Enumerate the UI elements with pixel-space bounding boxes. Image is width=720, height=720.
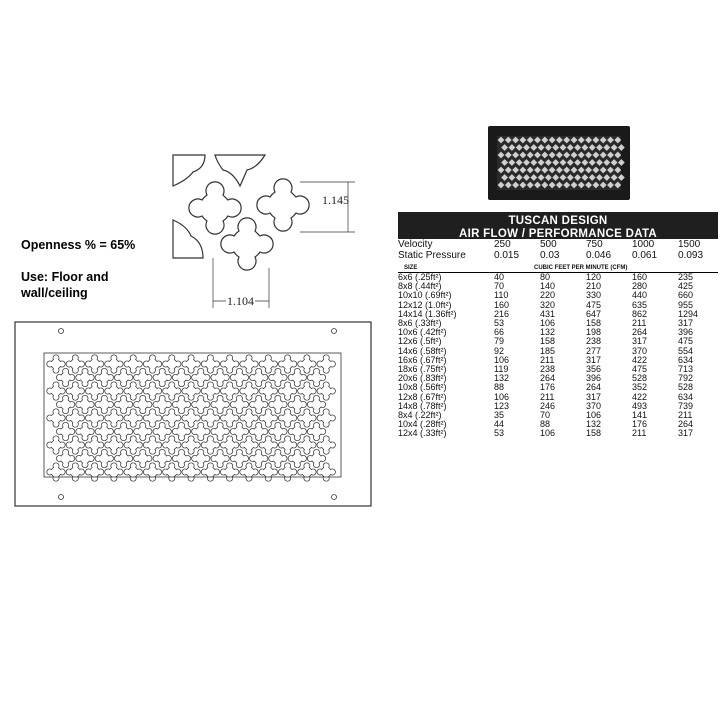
- cfm-cell: 431: [540, 308, 556, 319]
- cfm-cell: 70: [494, 281, 505, 292]
- cfm-cell: 370: [632, 345, 648, 356]
- grille-drawing: [14, 321, 372, 507]
- openness-label: Openness % = 65%: [21, 238, 136, 252]
- cfm-cell: 140: [540, 281, 556, 292]
- cfm-cell: 176: [632, 419, 648, 430]
- cfm-cell: 792: [678, 373, 694, 384]
- cfm-cell: 660: [678, 290, 694, 301]
- size-cell: 14x14 (1.36ft²): [398, 308, 457, 319]
- cfm-cell: 198: [586, 327, 602, 338]
- size-cell: 12x8 (.67ft²): [398, 391, 447, 402]
- size-cell: 10x10 (.69ft²): [398, 290, 452, 301]
- static-pressure-value: 0.046: [586, 250, 612, 261]
- size-cell: 12x4 (.33ft²): [398, 428, 447, 439]
- cfm-cell: 160: [632, 272, 648, 282]
- cfm-cell: 141: [632, 410, 648, 421]
- cfm-cell: 158: [540, 336, 556, 347]
- cfm-cell: 554: [678, 345, 694, 356]
- cfm-cell: 211: [540, 391, 555, 402]
- cfm-cell: 634: [678, 391, 694, 402]
- static-pressure-value: 0.03: [540, 250, 560, 261]
- cfm-cell: 264: [586, 382, 602, 393]
- cfm-cell: 106: [494, 354, 510, 365]
- cfm-cell: 277: [586, 345, 602, 356]
- height-dimension: 1.145: [322, 193, 349, 207]
- cfm-cell: 119: [494, 364, 509, 375]
- cfm-cell: 211: [678, 410, 693, 421]
- cfm-cell: 317: [678, 318, 694, 329]
- cfm-cell: 396: [678, 327, 694, 338]
- size-cell: 10x8 (.56ft²): [398, 382, 447, 393]
- velocity-value: 1500: [678, 239, 701, 250]
- velocity-value: 500: [540, 239, 557, 250]
- cfm-cell: 440: [632, 290, 648, 301]
- cfm-cell: 238: [586, 336, 602, 347]
- cfm-cell: 264: [632, 327, 648, 338]
- static-pressure-value: 0.061: [632, 250, 658, 261]
- size-cell: 18x6 (.75ft²): [398, 364, 447, 375]
- size-cell: 6x6 (.25ft²): [398, 272, 442, 282]
- cfm-cell: 53: [494, 428, 505, 439]
- size-cell: 8x8 (.44ft²): [398, 281, 442, 292]
- cfm-cell: 356: [586, 364, 602, 375]
- cfm-cell: 44: [494, 419, 505, 430]
- table-row: [398, 429, 718, 438]
- cfm-cell: 211: [540, 354, 555, 365]
- static-pressure-label: Static Pressure: [398, 250, 466, 261]
- cfm-cell: 158: [586, 428, 602, 439]
- cfm-cell: 185: [540, 345, 556, 356]
- cfm-cell: 216: [494, 308, 510, 319]
- cfm-cell: 66: [494, 327, 505, 338]
- cfm-cell: 53: [494, 318, 505, 329]
- cfm-cell: 79: [494, 336, 505, 347]
- cfm-cell: 123: [494, 400, 510, 411]
- cfm-cell: 396: [586, 373, 602, 384]
- cfm-cell: 106: [540, 318, 556, 329]
- cfm-cell: 132: [540, 327, 556, 338]
- cfm-cell: 955: [678, 299, 694, 310]
- size-cell: 12x12 (1.0ft²): [398, 299, 452, 310]
- velocity-label: Velocity: [398, 239, 433, 250]
- cfm-cell: 211: [632, 318, 647, 329]
- cfm-cell: 1294: [678, 308, 699, 319]
- use-label: [21, 269, 109, 301]
- cfm-cell: 713: [678, 364, 694, 375]
- cfm-cell: 88: [540, 419, 551, 430]
- cfm-cell: 246: [540, 400, 556, 411]
- cfm-cell: 132: [494, 373, 510, 384]
- cfm-cell: 422: [632, 391, 648, 402]
- performance-table: [398, 212, 718, 439]
- table-row: [398, 402, 718, 411]
- cfm-cell: 317: [586, 391, 602, 402]
- size-cell: 14x6 (.58ft²): [398, 345, 447, 356]
- cfm-cell: 35: [494, 410, 505, 421]
- cfm-cell: 80: [540, 272, 551, 282]
- cfm-cell: 106: [494, 391, 510, 402]
- cfm-cell: 158: [586, 318, 602, 329]
- cfm-cell: 160: [494, 299, 510, 310]
- velocity-value: 250: [494, 239, 511, 250]
- cfm-cell: 317: [586, 354, 602, 365]
- cfm-cell: 528: [678, 382, 694, 393]
- cfm-cell: 280: [632, 281, 648, 292]
- cfm-cell: 862: [632, 308, 648, 319]
- cfm-cell: 264: [678, 419, 694, 430]
- performance-title: TUSCAN DESIGN: [508, 215, 608, 227]
- table-row: [398, 310, 718, 319]
- velocity-value: 1000: [632, 239, 655, 250]
- static-pressure-value: 0.015: [494, 250, 520, 261]
- cfm-cell: 493: [632, 400, 648, 411]
- cfm-cell: 40: [494, 272, 505, 282]
- width-dimension: 1.104: [227, 294, 254, 308]
- velocity-value: 750: [586, 239, 603, 250]
- cfm-cell: 210: [586, 281, 602, 292]
- cfm-cell: 88: [494, 382, 505, 393]
- cfm-cell: 330: [586, 290, 602, 301]
- cfm-cell: 220: [540, 290, 556, 301]
- cfm-cell: 317: [678, 428, 694, 439]
- cfm-cell: 110: [494, 290, 509, 301]
- cfm-cell: 70: [540, 410, 551, 421]
- size-cell: 12x6 (.5ft²): [398, 336, 442, 347]
- size-cell: 8x4 (.22ft²): [398, 410, 442, 421]
- static-pressure-value: 0.093: [678, 250, 704, 261]
- cfm-cell: 475: [586, 299, 602, 310]
- cfm-cell: 528: [632, 373, 648, 384]
- performance-data-table: [398, 239, 718, 439]
- size-header: SIZE: [398, 264, 494, 273]
- use-line-2: wall/ceiling: [21, 286, 88, 300]
- cfm-cell: 176: [540, 382, 556, 393]
- cfm-cell: 92: [494, 345, 505, 356]
- cfm-cell: 132: [586, 419, 602, 430]
- cfm-cell: 352: [632, 382, 648, 393]
- cfm-cell: 211: [632, 428, 647, 439]
- cfm-cell: 264: [540, 373, 556, 384]
- cfm-cell: 422: [632, 354, 648, 365]
- cfm-cell: 235: [678, 272, 694, 282]
- size-cell: 10x4 (.28ft²): [398, 419, 447, 430]
- cfm-cell: 635: [632, 299, 648, 310]
- cfm-cell: 106: [586, 410, 602, 421]
- cfm-cell: 238: [540, 364, 556, 375]
- performance-header: [398, 212, 718, 239]
- cfm-cell: 475: [632, 364, 648, 375]
- cfm-cell: 739: [678, 400, 694, 411]
- pattern-detail-drawing: [165, 150, 365, 315]
- cfm-cell: 120: [586, 272, 602, 282]
- table-row: [398, 328, 718, 337]
- size-cell: 10x6 (.42ft²): [398, 327, 447, 338]
- cfm-header: CUBIC FEET PER MINUTE (CFM): [494, 264, 718, 273]
- cfm-cell: 317: [632, 336, 648, 347]
- cfm-cell: 370: [586, 400, 602, 411]
- cfm-cell: 634: [678, 354, 694, 365]
- size-cell: 20x6 (.83ft²): [398, 373, 447, 384]
- cfm-cell: 647: [586, 308, 602, 319]
- cfm-cell: 320: [540, 299, 556, 310]
- use-line-1: Use: Floor and: [21, 270, 109, 284]
- size-cell: 16x6 (.67ft²): [398, 354, 447, 365]
- cfm-cell: 425: [678, 281, 694, 292]
- performance-subtitle: AIR FLOW / PERFORMANCE DATA: [458, 227, 658, 240]
- size-cell: 14x8 (.78ft²): [398, 400, 447, 411]
- cfm-cell: 475: [678, 336, 694, 347]
- product-photo: [488, 126, 630, 200]
- size-cell: 8x6 (.33ft²): [398, 318, 442, 329]
- table-row: [398, 273, 718, 283]
- cfm-cell: 106: [540, 428, 556, 439]
